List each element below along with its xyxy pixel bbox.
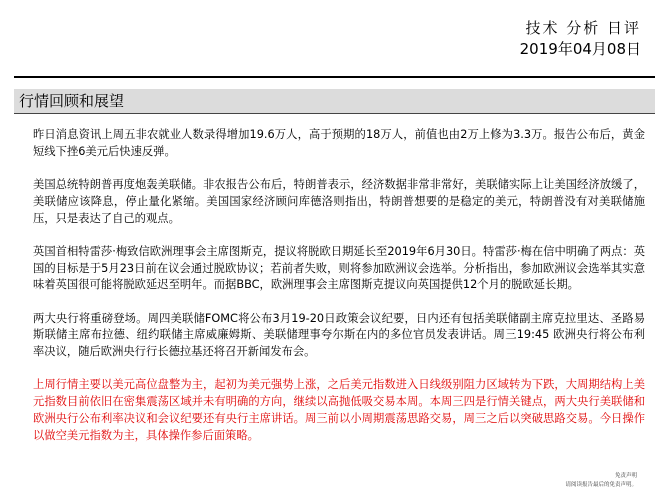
disclaimer-footer [565, 472, 637, 490]
report-type-title: 技术 分析 日评 [525, 19, 641, 37]
paragraph-nonfarm: 昨日消息资讯上周五非农就业人数录得增加19.6万人，高于预期的18万人，前值也由2万上修为3.3万。报告公布后，黄金短线下挫6美元后快速反弹。 [33, 128, 645, 158]
paragraph-brexit: 英国首相特雷莎·梅致信欧洲理事会主席图斯克，提议将脱欧日期延长至2019年6月30日。特雷莎·梅在信中明确了两点：英国的目标是于5月23日前在议会通过脱欧协议；若前者失败，则将参加欧洲议会选举。分析指出，参加欧洲议会选举其实意味着英国很可能将脱欧延迟至明年。而据BBC，欧洲理事会主席图斯克提议向英国提供12个月的脱欧延长期。 [33, 244, 645, 292]
section-title: 行情回顾和展望 [19, 92, 125, 110]
paragraph-trump-fed: 美国总统特朗普再度炮轰美联储。非农报告公布后，特朗普表示，经济数据非常非常好，美联储实际上让美国经济放缓了，美联储应该降息，停止量化紧缩。美国国家经济顾问库德洛则指出，特朗普想要的是稳定的美元，特朗普没有对美联储施压，只是表达了自己的观点。 [33, 178, 645, 225]
report-date: 2019年04月08日 [519, 40, 641, 58]
report-body [33, 127, 645, 461]
paragraph-central-banks: 两大央行将重磅登场。周四美联储FOMC将公布3月19-20日政策会议纪要，日内还有包括美联储副主席克拉里达、圣路易斯联储主席布拉德、纽约联储主席威廉姆斯、美联储理事夸尔斯在内的多位官员发表讲话。周三19:45 欧洲央行将公布利率决议，随后欧洲央行行长德拉基还将召开新闻发布会。 [33, 311, 645, 359]
header-divider [14, 76, 655, 78]
disclaimer-text: 请阅读报告最后的免责声明。 [565, 482, 637, 488]
section-header-bar [14, 89, 655, 114]
paragraph-outlook: 上周行情主要以美元高位盘整为主，起初为美元强势上涨，之后美元指数进入日线级别阻力区域转为下跌，大周期结构上美元指数目前依旧在密集震荡区域并未有明确的方向，继续以高抛低吸交易本周。本周三四是行情关键点，两大央行美联储和欧洲央行公布利率决议和会议纪要还有央行主席讲话。周三前以小周期震荡思路交易，周三之后以突破思路交易。今日操作以做空美元指数为主，具体操作参后面策略。 [33, 378, 645, 442]
disclaimer-label: 免责声明 [614, 473, 637, 479]
report-header [520, 18, 641, 60]
